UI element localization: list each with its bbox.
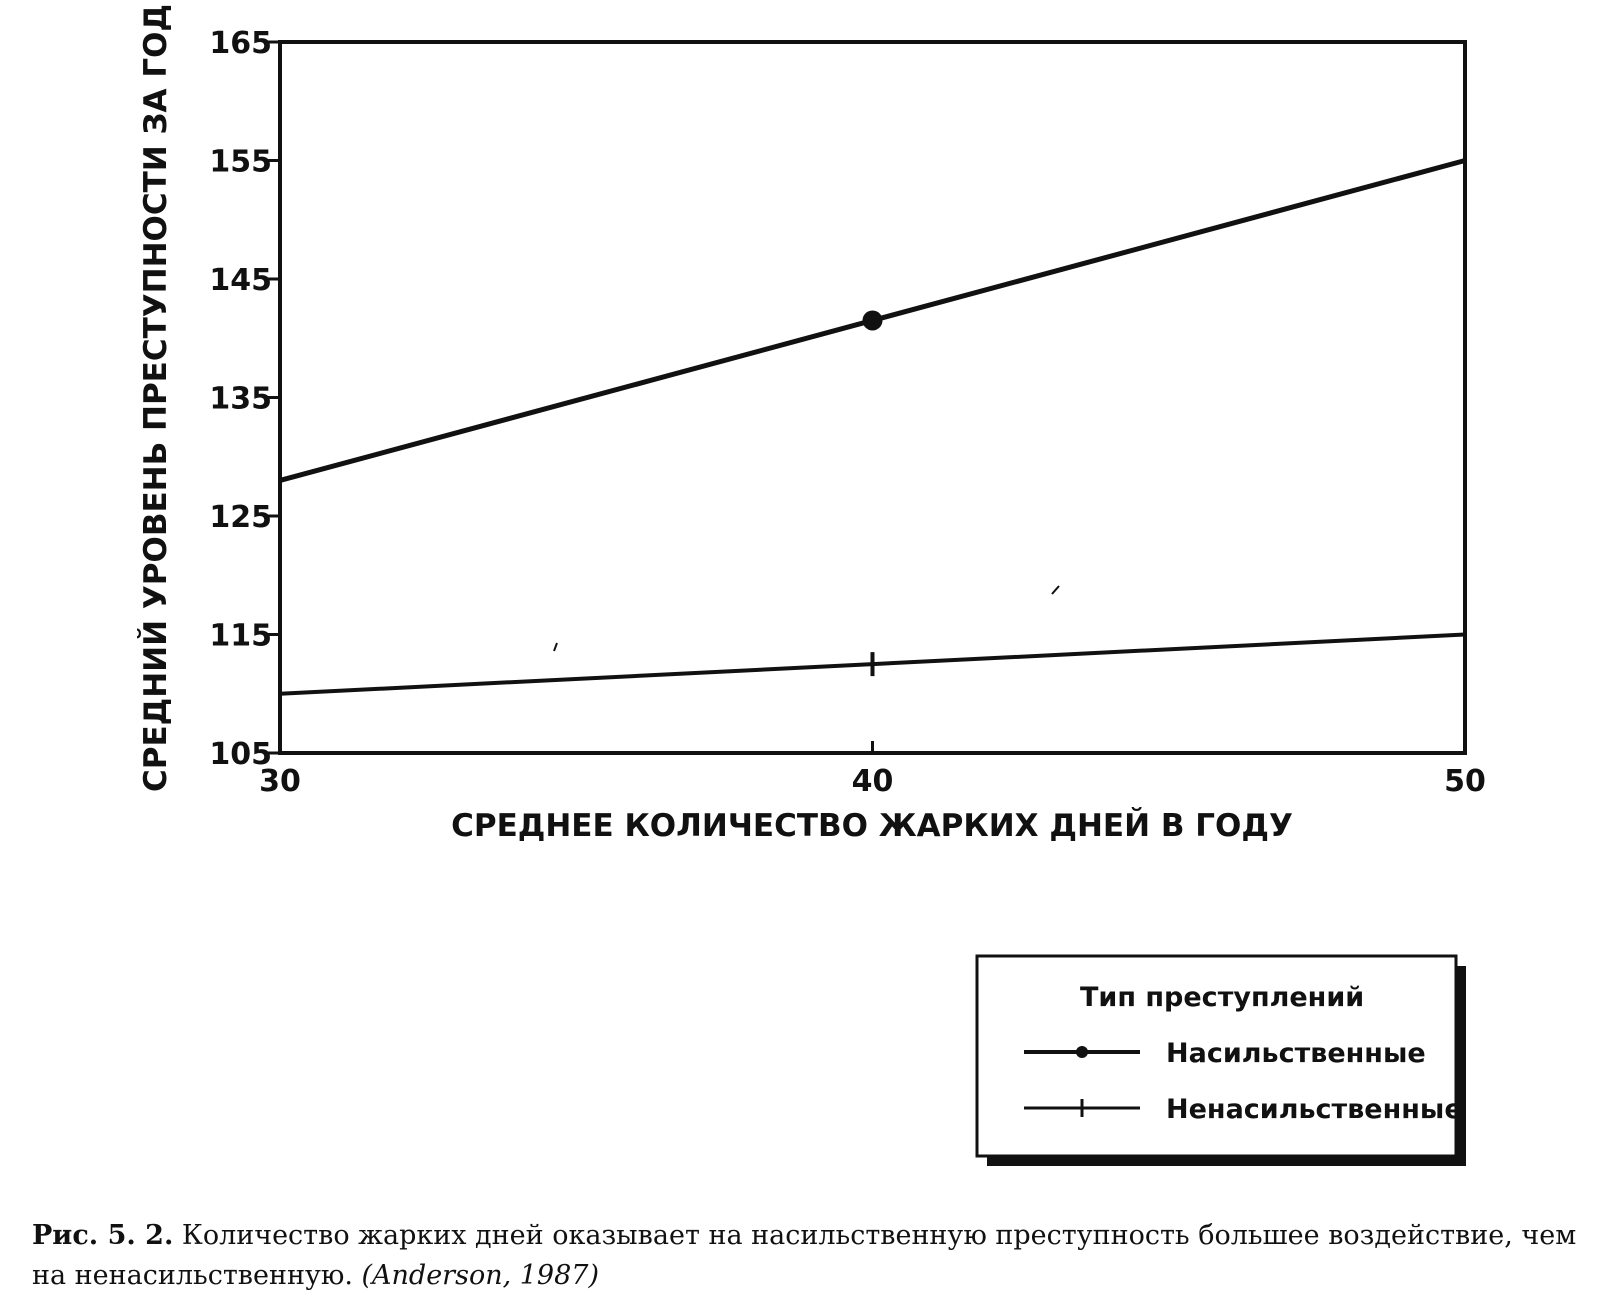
legend [977, 956, 1466, 1166]
plot-area [280, 42, 1465, 753]
figure-label: Рис. 5. 2. [32, 1220, 174, 1251]
y-tick-label: 135 [209, 381, 272, 417]
x-tick-label: 40 [851, 764, 894, 799]
legend-label-violent: Насильственные [1166, 1038, 1426, 1069]
x-axis-title: СРЕДНЕЕ КОЛИЧЕСТВО ЖАРКИХ ДНЕЙ В ГОДУ [451, 808, 1293, 844]
legend-title: Тип преступлений [1080, 982, 1365, 1013]
y-tick-label: 105 [209, 737, 272, 772]
data-point-violent [863, 310, 883, 330]
legend-label-nonviolent: Ненасильственные [1166, 1094, 1463, 1125]
y-axis-title: СРЕДНИЙ УРОВЕНЬ ПРЕСТУПНОСТИ ЗА ГОД [138, 3, 174, 793]
print-speck [554, 643, 557, 651]
y-tick-label: 165 [209, 26, 272, 61]
print-speck [1052, 586, 1059, 594]
caption-text: Количество жарких дней оказывает на насильственную преступность большее воздействие, чем на ненасильственную. [32, 1220, 1577, 1291]
legend-marker-violent [1076, 1046, 1088, 1058]
x-tick-label: 50 [1444, 764, 1486, 799]
y-tick-label: 155 [209, 144, 272, 180]
series-layer [280, 161, 1465, 694]
figure-caption [32, 1216, 1592, 1296]
x-axis-ticks [259, 741, 1486, 799]
x-tick-label: 30 [259, 764, 301, 799]
y-tick-label: 115 [209, 618, 272, 654]
caption-citation: (Anderson, 1987) [361, 1260, 600, 1291]
y-tick-label: 125 [209, 500, 272, 535]
y-axis-ticks [209, 26, 280, 772]
y-tick-label: 145 [209, 263, 272, 298]
